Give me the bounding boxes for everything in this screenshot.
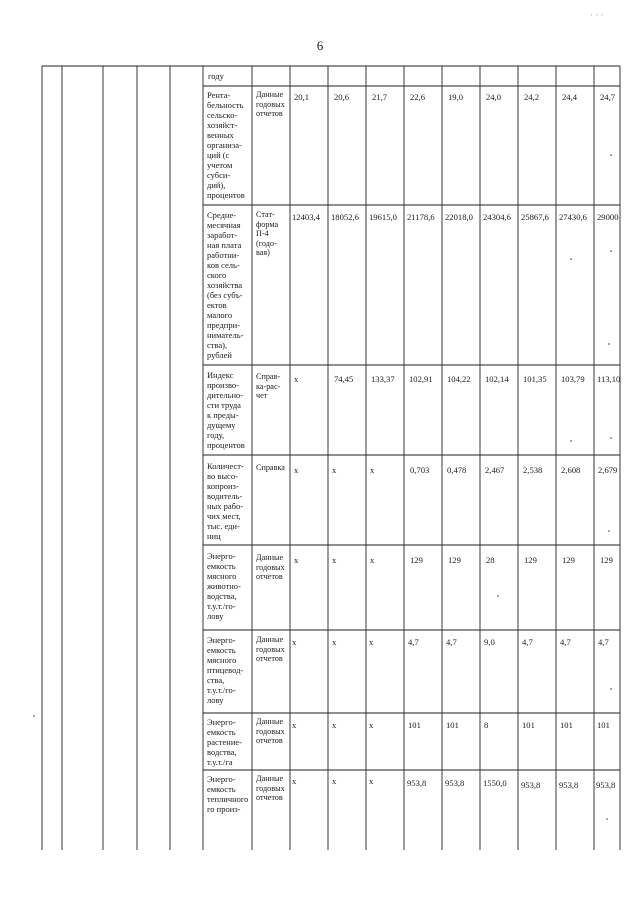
row-2-value: 102,14 — [485, 374, 509, 384]
row-0-value: 20,6 — [334, 92, 350, 102]
row-6-value: х — [292, 720, 297, 730]
row-7-value: х — [332, 776, 337, 786]
row-5-value: 4,7 — [408, 637, 419, 647]
row-0-indicator: Рента- бельность сельско- хозяйст- венных организа- ций (с учетом субси- дий), процентов — [207, 90, 245, 200]
row-7-value: х — [292, 776, 297, 786]
row-2-source: Справ- ка-рас- чет — [256, 372, 281, 401]
row-0-value: 19,0 — [448, 92, 464, 102]
row-1-value: 12403,4 — [292, 212, 320, 222]
row-5-value: х — [292, 637, 297, 647]
row-0-source: Данные годовых отчетов — [256, 90, 285, 119]
row-1-value: 29000 — [597, 212, 619, 222]
row-1-value: 19615,0 — [369, 212, 397, 222]
row-4-value: 129 — [410, 555, 423, 565]
row-4-value: х — [370, 555, 375, 565]
row-1-value: 27430,6 — [559, 212, 587, 222]
scan-mark: · · · — [590, 10, 604, 20]
row-4-value: 129 — [600, 555, 613, 565]
row-4-indicator: Энерго- емкость мясного животно- водства, т.у.т./го- лову — [207, 551, 241, 621]
row-6-value: 8 — [484, 720, 489, 730]
row-2-value: 133,37 — [371, 374, 395, 384]
row-0-value: 24,2 — [524, 92, 540, 102]
row-5-value: х — [332, 637, 337, 647]
row-0-value: 20,1 — [294, 92, 310, 102]
row-2-value: 103,79 — [561, 374, 585, 384]
row-1-value: 22018,0 — [445, 212, 473, 222]
row-3-indicator: Количест- во высо- копроиз- водитель- ных рабо- чих мест, тыс. еди- ниц — [207, 461, 244, 541]
header-row-label: году — [208, 71, 224, 81]
row-6-value: 101 — [560, 720, 573, 730]
row-5-source: Данные годовых отчетов — [256, 635, 285, 664]
page-number: 6 — [316, 38, 324, 53]
row-6-source: Данные годовых отчетов — [256, 717, 285, 746]
row-1-source: Стат- форма П-4 (годо- вая) — [256, 210, 279, 258]
row-4-source: Данные годовых отчетов — [256, 553, 285, 582]
row-2-value: 101,35 — [523, 374, 547, 384]
row-7-value: 1550,0 — [483, 778, 507, 788]
row-6-value: х — [332, 720, 337, 730]
row-1-value: 21178,6 — [407, 212, 435, 222]
row-0-value: 24,7 — [600, 92, 616, 102]
row-2-value: х — [294, 374, 299, 384]
row-6-value: 101 — [408, 720, 421, 730]
row-3-value: 0,703 — [410, 465, 430, 475]
row-4-value: 129 — [448, 555, 461, 565]
row-3-source: Справка — [256, 463, 285, 472]
row-2-indicator: Индекс произво- дительно- сти труда к преды- дущему году, процентов — [207, 370, 245, 450]
row-5-value: 4,7 — [560, 637, 571, 647]
row-2-value: 74,45 — [334, 374, 354, 384]
row-1-value: 18052,6 — [331, 212, 359, 222]
row-2-value: 113,10 — [597, 374, 620, 384]
row-3-value: х — [294, 465, 299, 475]
row-5-value: 4,7 — [522, 637, 533, 647]
row-7-value: 953,8 — [407, 778, 427, 788]
row-3-value: х — [370, 465, 375, 475]
row-0-value: 24,4 — [562, 92, 578, 102]
row-3-value: 2,608 — [561, 465, 581, 475]
row-4-value: 129 — [562, 555, 575, 565]
row-3-value: 2,538 — [523, 465, 543, 475]
row-2-value: 102,91 — [409, 374, 433, 384]
row-7-value: 953,8 — [559, 780, 579, 790]
row-1-value: 24304,6 — [483, 212, 511, 222]
row-0-value: 21,7 — [372, 92, 388, 102]
row-0-value: 24,0 — [486, 92, 502, 102]
row-5-indicator: Энерго- емкость мясного птицевод- ства, т.у.т./го- лову — [207, 635, 244, 705]
row-3-value: 2,679 — [598, 465, 618, 475]
row-1-value: 25867,6 — [521, 212, 549, 222]
row-5-value: 4,7 — [598, 637, 609, 647]
row-2-value: 104,22 — [447, 374, 471, 384]
row-4-value: 129 — [524, 555, 537, 565]
row-5-value: 9,0 — [484, 637, 495, 647]
row-4-value: х — [294, 555, 299, 565]
row-7-value: 953,8 — [596, 780, 616, 790]
row-6-value: 101 — [522, 720, 535, 730]
row-5-value: х — [369, 637, 374, 647]
row-4-value: х — [332, 555, 337, 565]
row-3-value: х — [332, 465, 337, 475]
row-7-value: 953,8 — [521, 780, 541, 790]
row-4-value: 28 — [486, 555, 495, 565]
row-3-value: 2,467 — [485, 465, 505, 475]
row-7-source: Данные годовых отчетов — [256, 774, 285, 803]
row-0-value: 22,6 — [410, 92, 426, 102]
row-7-value: 953,8 — [445, 778, 465, 788]
row-5-value: 4,7 — [446, 637, 457, 647]
row-6-indicator: Энерго- емкость растение- водства, т.у.т./га — [207, 717, 242, 767]
row-7-value: х — [369, 776, 374, 786]
row-7-indicator: Энерго- емкость тепличного го произ- — [207, 774, 249, 814]
row-6-value: 101 — [446, 720, 459, 730]
row-6-value: 101 — [597, 720, 610, 730]
row-6-value: х — [369, 720, 374, 730]
row-3-value: 0,478 — [447, 465, 467, 475]
row-1-indicator: Средне- месячная заработ- ная плата работни- ков сель- ского хозяйства (без субъ- ектов малого предпри- ниматель- ства), рублей — [207, 210, 244, 360]
